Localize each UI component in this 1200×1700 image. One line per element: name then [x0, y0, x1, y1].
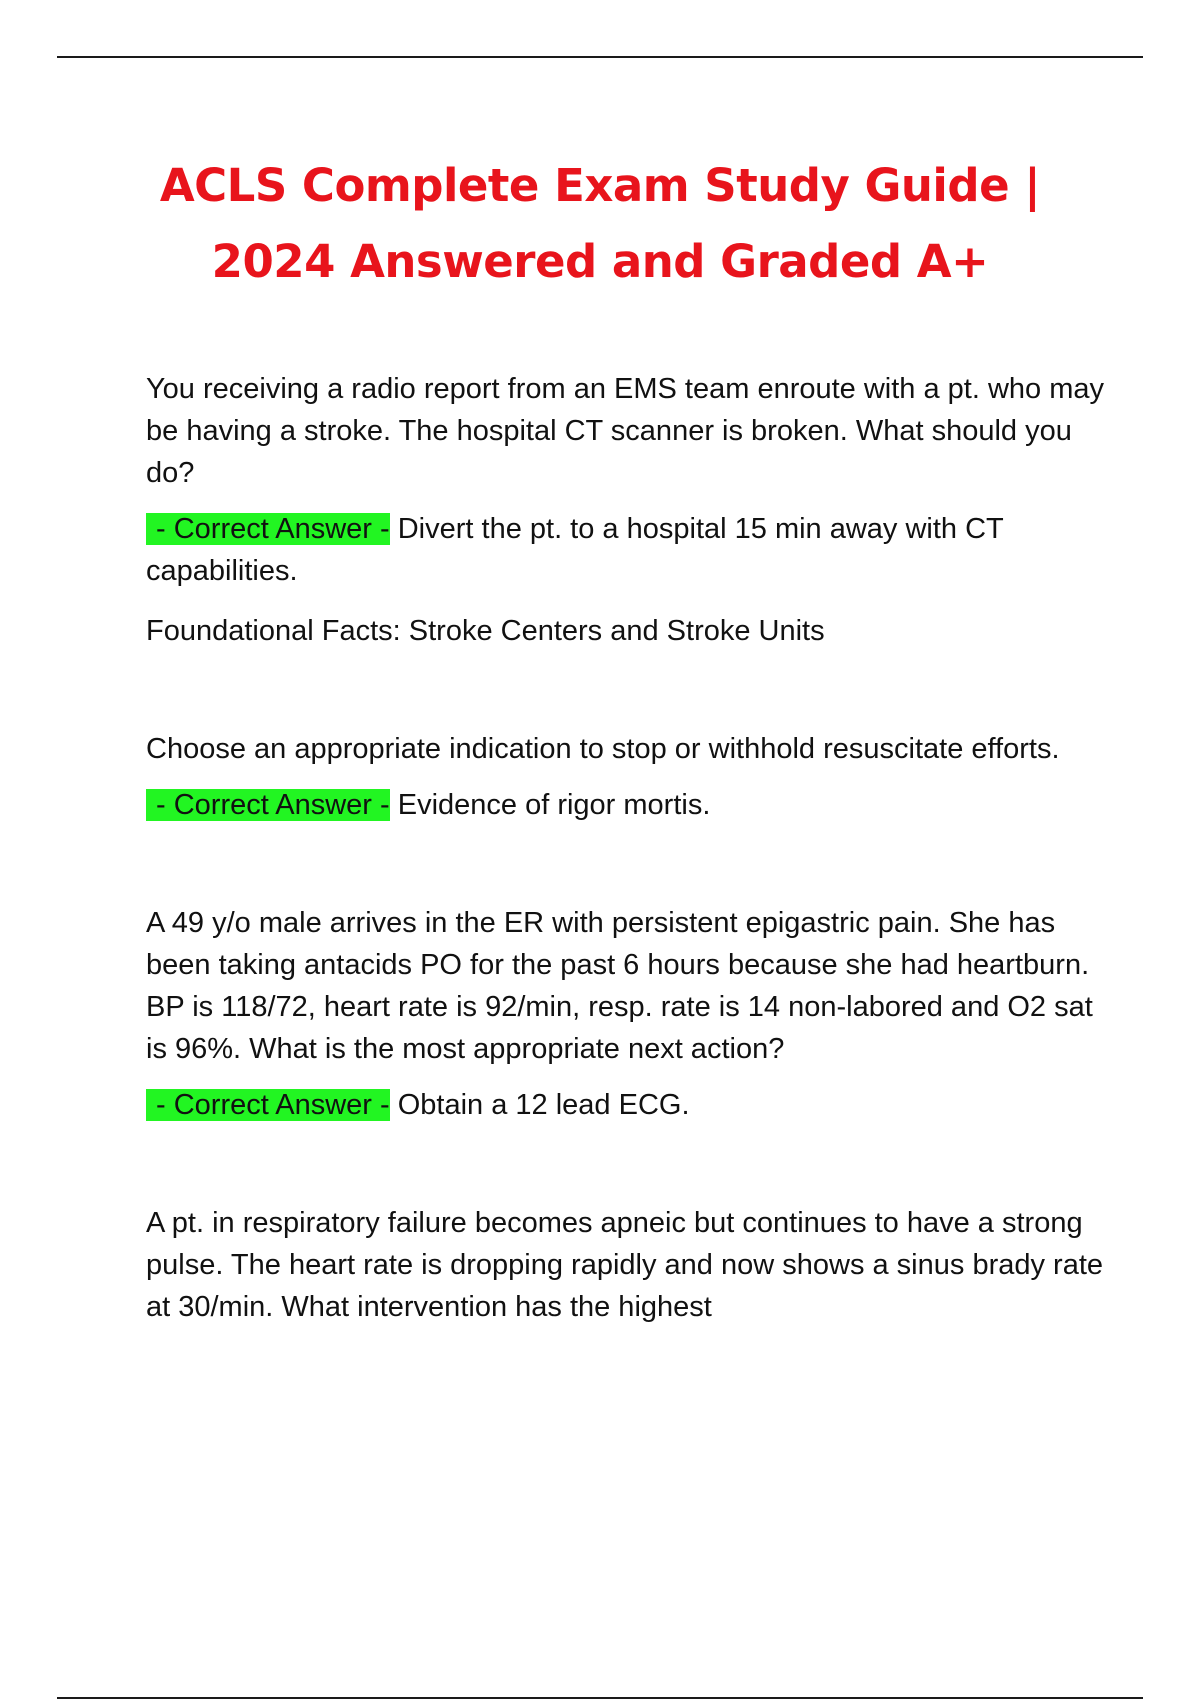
qa-content [146, 368, 1106, 1328]
answer-1 [146, 508, 1106, 592]
question-3: A 49 y/o male arrives in the ER with persistent epigastric pain. She has been taking antacids PO for the past 6 hours because she had heartburn. BP is 118/72, heart rate is 92/min, resp. rate is 14 non-labored and O2 sat is 96%. What is the most appropriate next action? [146, 907, 1093, 1065]
question-1: You receiving a radio report from an EMS team enroute with a pt. who may be having a stroke. The hospital CT scanner is broken. What should you do? [146, 373, 1105, 489]
title-line-2: 2024 Answered and Graded A+ [211, 235, 989, 288]
answer-3-text: Obtain a 12 lead ECG. [389, 1089, 690, 1121]
answer-2 [146, 784, 1106, 826]
qa-item-1 [146, 368, 1106, 652]
answer-3 [146, 1084, 1106, 1126]
qa-item-4 [146, 1202, 1106, 1328]
bottom-rule [57, 1697, 1143, 1699]
foundational-fact-1: Foundational Facts: Stroke Centers and Stroke Units [146, 615, 825, 647]
correct-answer-label: - Correct Answer - [146, 1089, 390, 1121]
qa-item-3 [146, 902, 1106, 1126]
top-rule [57, 56, 1143, 58]
qa-item-2 [146, 728, 1106, 826]
answer-2-text: Evidence of rigor mortis. [389, 789, 711, 821]
correct-answer-label: - Correct Answer - [146, 789, 390, 821]
answer-1-text: Divert the pt. to a hospital 15 min away with CT capabilities. [146, 513, 1004, 587]
correct-answer-label: - Correct Answer - [146, 513, 390, 545]
title-line-1: ACLS Complete Exam Study Guide | [159, 159, 1041, 212]
question-2: Choose an appropriate indication to stop or withhold resuscitate efforts. [146, 733, 1060, 765]
question-4: A pt. in respiratory failure becomes apneic but continues to have a strong pulse. The heart rate is dropping rapidly and now shows a sinus brady rate at 30/min. What intervention has the highest [146, 1207, 1104, 1323]
document-title [140, 148, 1060, 300]
